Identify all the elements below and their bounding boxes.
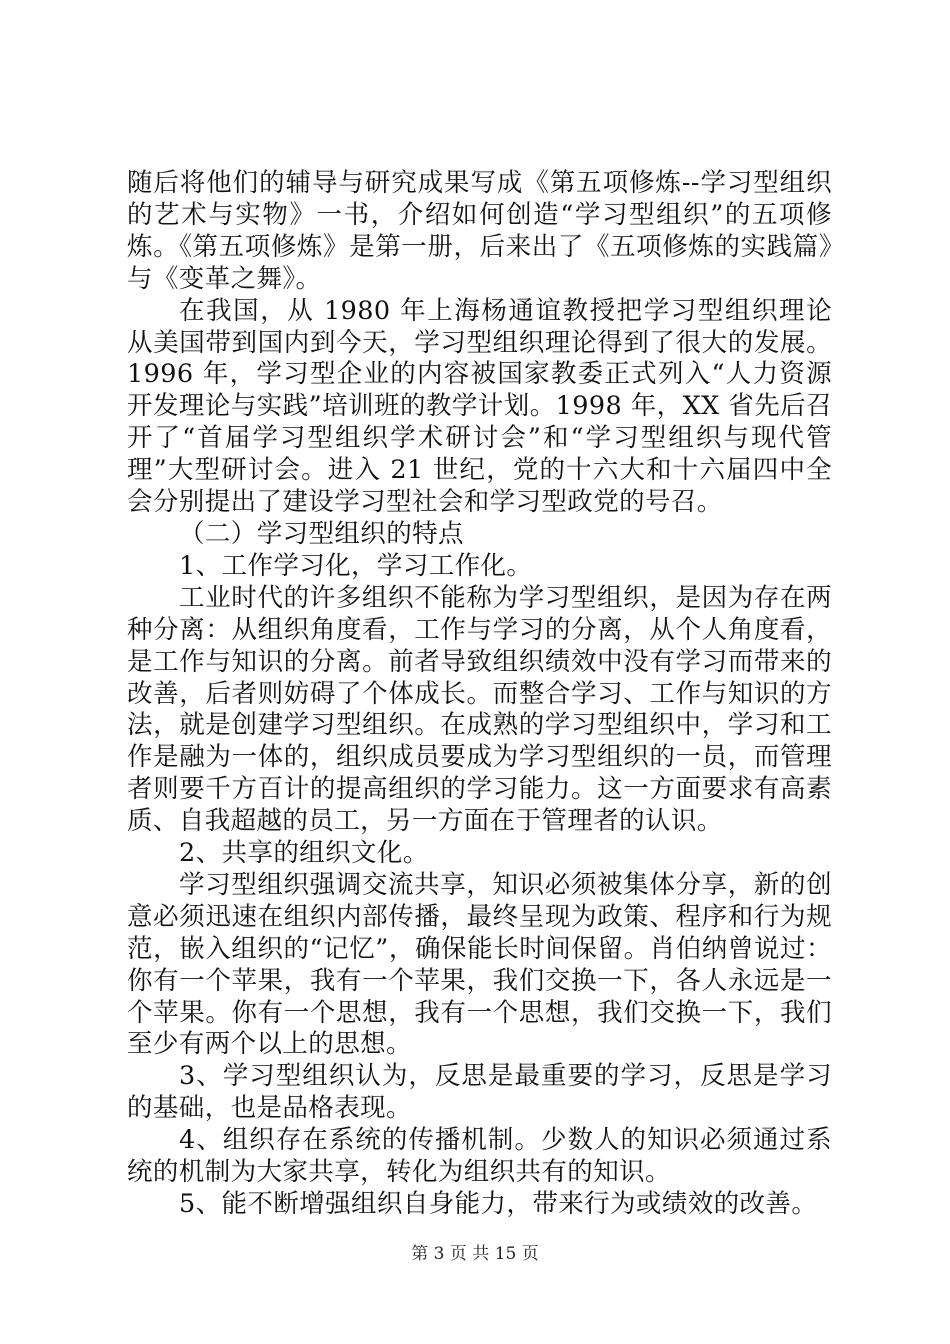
document-body [127, 168, 832, 1221]
feature-item-5: 5、能不断增强组织自身能力，带来行为或绩效的改善。 [179, 1189, 818, 1219]
feature-item-2: 2、共享的组织文化。 [179, 838, 429, 869]
paragraph-continuation: 随后将他们的辅导与研究成果写成《第五项修炼--学习型组织的艺术与实物》一书，介绍如何创造“学习型组织”的五项修炼。《第五项修炼》是第一册，后来出了《五项修炼的实践篇》与《变革之舞》。 [127, 168, 832, 294]
section-heading-features: （二）学习型组织的特点 [179, 518, 464, 549]
page-footer: 第 3 页 共 15 页 [411, 1244, 539, 1264]
paragraph-feature-1-detail: 工业时代的许多组织不能称为学习型组织，是因为存在两种分离：从组织角度看，工作与学习的分离，从个人角度看，是工作与知识的分离。前者导致组织绩效中没有学习而带来的改善，后者则妨碍了个体成长。而整合学习、工作与知识的方法，就是创建学习型组织。在成熟的学习型组织中，学习和工作是融为一体的，组织成员要成为学习型组织的一员，而管理者则要千方百计的提高组织的学习能力。这一方面要求有高素质、自我超越的员工，另一方面在于管理者的认识。 [127, 582, 832, 837]
paragraph-china-history: 在我国，从 1980 年上海杨通谊教授把学习型组织理论从美国带到国内到今天，学习型组织理论得到了很大的发展。1996 年，学习型企业的内容被国家教委正式列入“人力资源开发理论与实践”培训班的教学计划。1998 年，XX 省先后召开了“首届学习型组织学术研讨会”和“学习型组织与现代管理”大型研讨会。进入 21 世纪，党的十六大和十六届四中全会分别提出了建设学习型社会和学习型政党的号召。 [127, 295, 832, 518]
feature-item-4: 4、组织存在系统的传播机制。少数人的知识必须通过系统的机制为大家共享，转化为组织共有的知识。 [127, 1125, 832, 1188]
feature-item-1: 1、工作学习化，学习工作化。 [179, 550, 533, 581]
paragraph-feature-2-detail: 学习型组织强调交流共享，知识必须被集体分享，新的创意必须迅速在组织内部传播，最终呈现为政策、程序和行为规范，嵌入组织的“记忆”，确保能长时间保留。肖伯纳曾说过：你有一个苹果，我有一个苹果，我们交换一下，各人永远是一个苹果。你有一个思想，我有一个思想，我们交换一下，我们至少有两个以上的思想。 [127, 869, 832, 1060]
feature-item-3: 3、学习型组织认为，反思是最重要的学习，反思是学习的基础，也是品格表现。 [127, 1061, 832, 1124]
